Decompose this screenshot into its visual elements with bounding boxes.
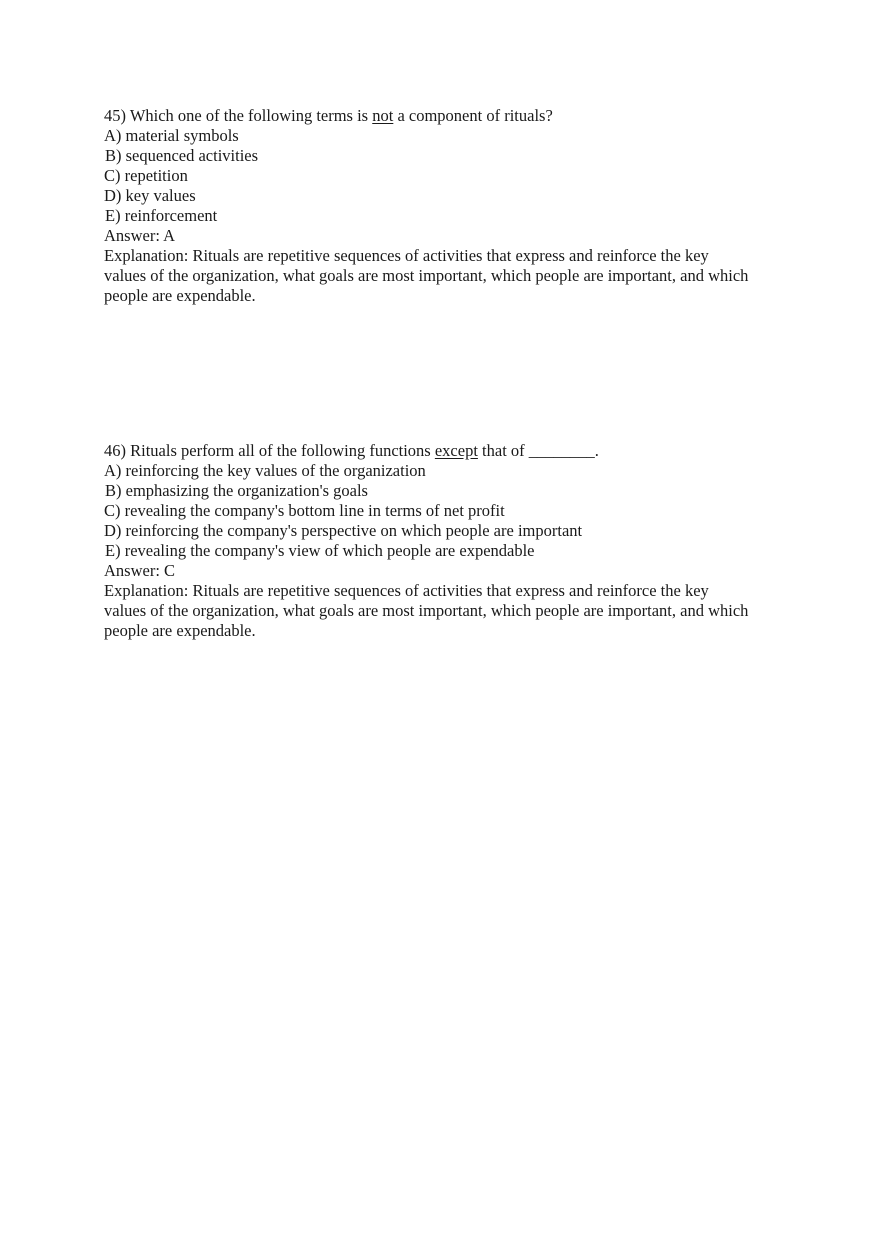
option-a: A) material symbols (104, 126, 239, 145)
stem-text: a component of rituals? (393, 106, 553, 125)
option-c: C) repetition (104, 166, 188, 185)
stem-text: 45) Which one of the following terms is (104, 106, 373, 125)
question-46 (104, 441, 754, 641)
option-b: B) emphasizing the organization's goals (105, 481, 368, 500)
question-45 (104, 106, 754, 306)
option-c: C) revealing the company's bottom line in terms of net profit (104, 501, 505, 520)
question-stem (104, 106, 754, 126)
stem-emphasis: not (372, 106, 394, 125)
option-d: D) reinforcing the company's perspective on which people are important (104, 521, 583, 540)
answer: Answer: C (104, 561, 176, 580)
stem-emphasis: except (434, 441, 478, 460)
stem-text: 46) Rituals perform all of the following functions (104, 441, 435, 460)
option-b: B) sequenced activities (105, 146, 259, 165)
explanation: Explanation: Rituals are repetitive sequences of activities that express and reinforce the key values of the organization, what goals are most important, which people are important, and which people are expendable. (104, 581, 749, 640)
explanation: Explanation: Rituals are repetitive sequences of activities that express and reinforce the key values of the organization, what goals are most important, which people are important, and which people are expendable. (104, 246, 749, 305)
answer: Answer: A (104, 226, 176, 245)
stem-text: that of ________. (477, 441, 599, 460)
option-d: D) key values (104, 186, 196, 205)
option-a: A) reinforcing the key values of the organization (104, 461, 426, 480)
option-e: E) revealing the company's view of which people are expendable (105, 541, 535, 560)
question-stem (104, 441, 754, 461)
option-e: E) reinforcement (105, 206, 218, 225)
